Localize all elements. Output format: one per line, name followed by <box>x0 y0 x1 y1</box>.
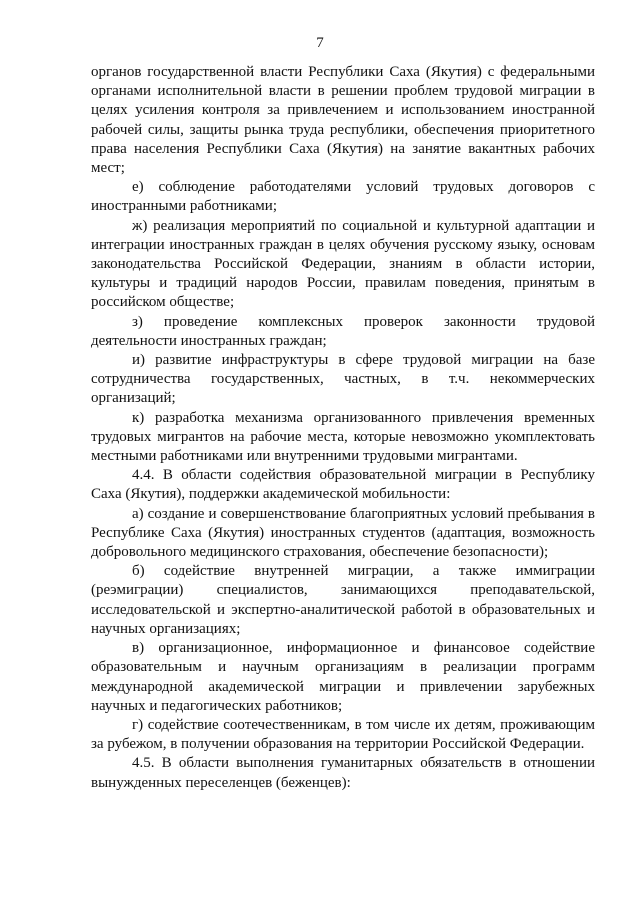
document-body <box>91 63 595 793</box>
paragraph-item-e: е) соблюдение работодателями условий трудовых договоров с иностранными работниками; <box>91 179 595 215</box>
paragraph-section-4-4: 4.4. В области содействия образовательной миграции в Республику Саха (Якутия), поддержки академической мобильности: <box>91 467 595 503</box>
paragraph-item-zh: ж) реализация мероприятий по социальной и культурной адаптации и интеграции иностранных граждан в целях обучения русскому языку, основам законодательства Российской Федерации, знаниям в области истории, культуры и традиций народов России, правилам поведения, принятым в российском обществе; <box>91 217 595 311</box>
paragraph-item-a: а) создание и совершенствование благоприятных условий пребывания в Республике Саха (Якутия) иностранных студентов (адаптация, возможность добровольного медицинского страхования, обеспечение безопасности); <box>91 505 595 561</box>
paragraph-item-z: з) проведение комплексных проверок законности трудовой деятельности иностранных граждан; <box>91 313 595 349</box>
paragraph-item-b: б) содействие внутренней миграции, а также иммиграции (реэмиграции) специалистов, занимающихся преподавательской, исследовательской и экспертно-аналитической работой в образовательных и научных организациях; <box>91 563 595 637</box>
paragraph-continuation: органов государственной власти Республики Саха (Якутия) с федеральными органами исполнительной власти в решении проблем трудовой миграции в целях усиления контроля за привлечением и использованием иностранной рабочей силы, защиты рынка труда республики, обеспечения приоритетного права населения Республики Саха (Якутия) на занятие вакантных рабочих мест; <box>91 64 595 177</box>
paragraph-item-v: в) организационное, информационное и финансовое содействие образовательным и научным организациям в реализации программ международной академической миграции и привлечении зарубежных научных и педагогических работников; <box>91 640 595 714</box>
paragraph-item-g: г) содействие соотечественникам, в том числе их детям, проживающим за рубежом, в получении образования на территории Российской Федерации. <box>91 716 595 753</box>
page-number: 7 <box>316 35 324 51</box>
paragraph-section-4-5: 4.5. В области выполнения гуманитарных обязательств в отношении вынужденных переселенцев (беженцев): <box>91 755 595 791</box>
paragraph-item-i: и) развитие инфраструктуры в сфере трудовой миграции на базе сотрудничества государственных, частных, в т.ч. некоммерческих организаций; <box>91 352 595 407</box>
paragraph-item-k: к) разработка механизма организованного привлечения временных трудовых мигрантов на рабочие места, которые невозможно укомплектовать местными работниками или внутренними трудовыми мигрантами. <box>91 409 595 465</box>
